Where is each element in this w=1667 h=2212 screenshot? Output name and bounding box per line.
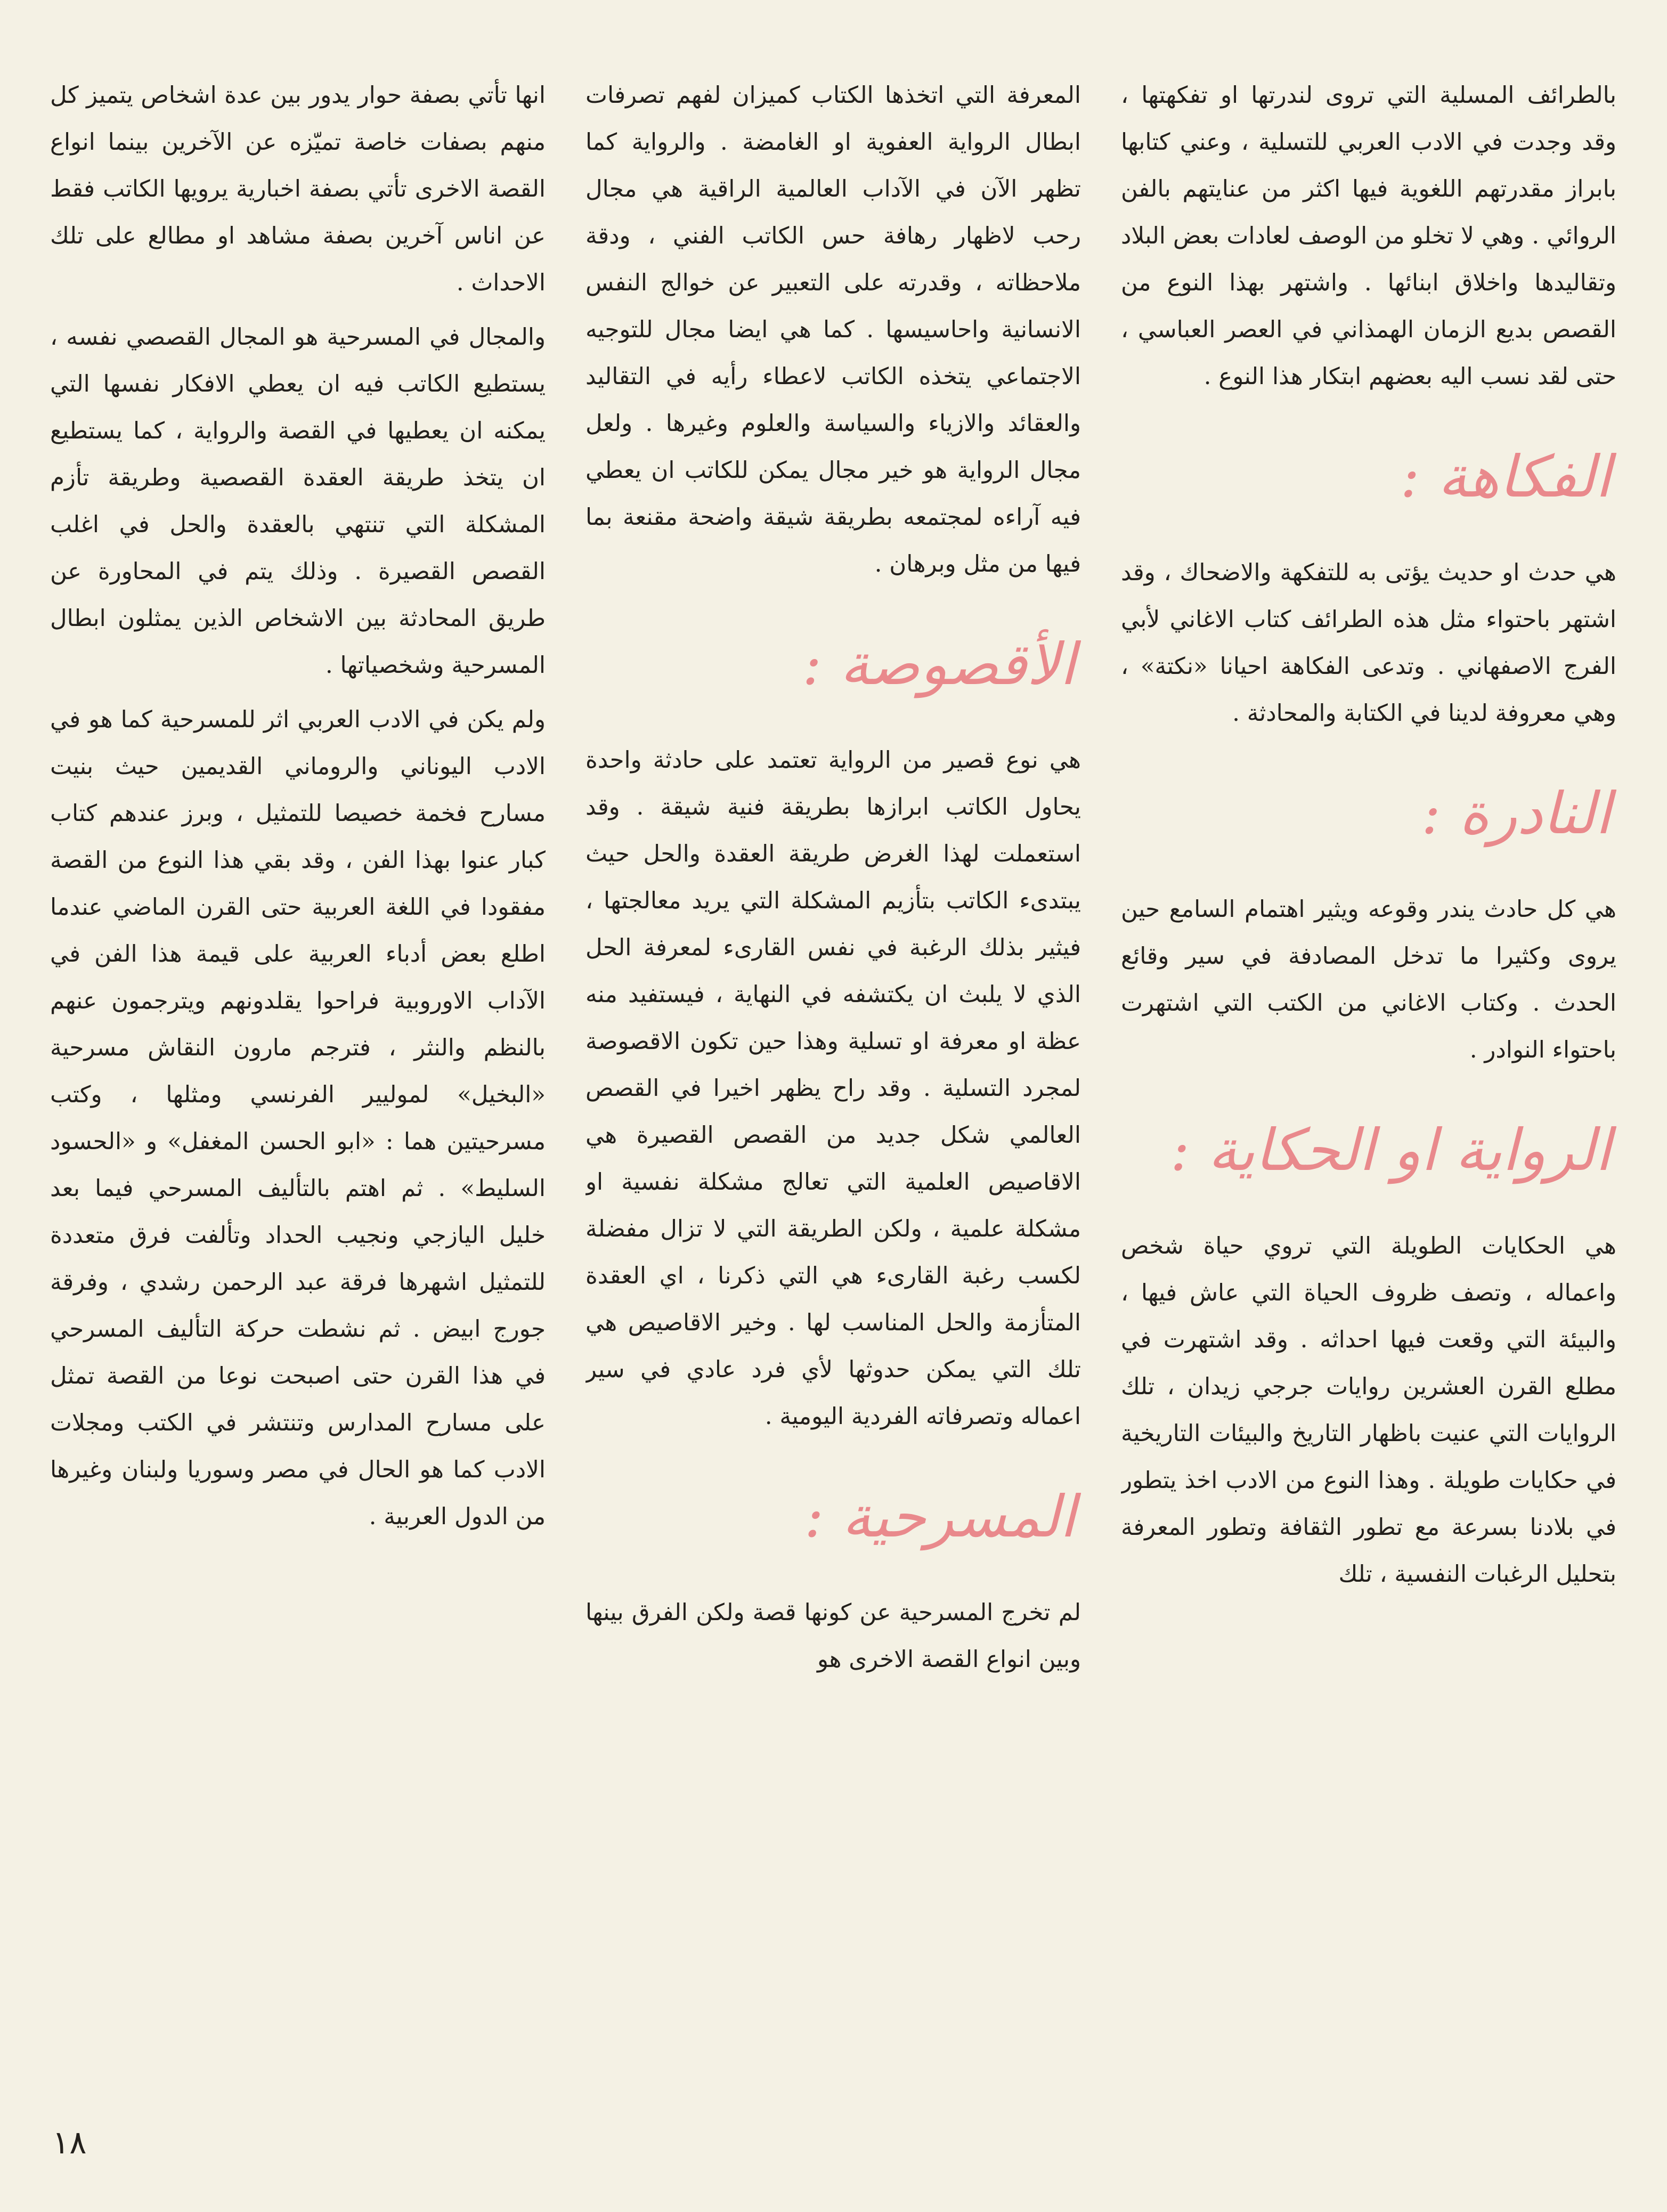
left-column <box>50 72 546 2134</box>
left-paragraph-1: انها تأتي بصفة حوار يدور بين عدة اشخاص يتميز كل منهم بصفات خاصة تميّزه عن الآخرين بينما انواع القصة الاخرى تأتي بصفة اخبارية يرويها الكاتب فقط عن اناس آخرين بصفة مشاهد او مطالع على تلك الاحداث . <box>50 82 546 296</box>
heading-uqsusa: الأقصوصة : <box>802 631 1076 698</box>
right-intro-paragraph: بالطرائف المسلية التي تروى لندرتها او تفكهتها ، وقد وجدت في الادب العربي للتسلية ، وعني كتابها بابراز مقدرتهم اللغوية فيها اكثر من عنايتهم بالفن الروائي . وهي لا تخلو من الوصف لعادات بعض البلاد وتقاليدها واخلاق ابنائها . واشتهر بهذا النوع من القصص بديع الزمان الهمذاني في العصر العباسي ، حتى لقد نسب اليه بعضهم ابتكار هذا النوع . <box>1121 82 1616 390</box>
heading-fukaha: الفكاهة : <box>1400 444 1611 510</box>
left-paragraph-2: والمجال في المسرحية هو المجال القصصي نفسه ، يستطيع الكاتب فيه ان يعطي الافكار نفسها التي يمكنه ان يعطيها في القصة والرواية ، كما يستطيع ان يتخذ طريقة العقدة القصصية وطريقة تأزم المشكلة التي تنتهي بالعقدة والحل في اغلب القصص القصيرة . وذلك يتم في المحاورة عن طريق المحادثة بين الاشخاص الذين يمثلون ابطال المسرحية وشخصياتها . <box>50 324 546 679</box>
middle-intro-paragraph: المعرفة التي اتخذها الكتاب كميزان لفهم تصرفات ابطال الرواية العفوية او الغامضة . والرواية كما تظهر الآن في الآداب العالمية الراقية هي مجال رحب لاظهار رهافة حس الكاتب الفني ، ودقة ملاحظاته ، وقدرته على التعبير عن خوالج النفس الانسانية واحاسيسها . كما هي ايضا مجال للتوجيه الاجتماعي يتخذه الكاتب لاعطاء رأيه في التقاليد والعقائد والازياء والسياسة والعلوم وغيرها . ولعل مجال الرواية هو خير مجال يمكن للكاتب ان يعطي فيه آراءه لمجتمعه بطريقة شيقة واضحة مقنعة بما فيها من مثل وبرهان . <box>586 82 1081 578</box>
heading-masrahiya: المسرحية : <box>804 1484 1076 1550</box>
uqsusa-paragraph: هي نوع قصير من الرواية تعتمد على حادثة واحدة يحاول الكاتب ابرازها بطريقة فنية شيقة . وقد استعملت لهذا الغرض طريقة العقدة والحل حيث يبتدىء الكاتب بتأزيم المشكلة التي يريد معالجتها ، فيثير بذلك الرغبة في نفس القارىء لمعرفة الحل الذي لا يلبث ان يكتشفه في النهاية ، فيستفيد منه عظة او معرفة او تسلية وهذا حين تكون الاقصوصة لمجرد التسلية . وقد راح يظهر اخيرا في القصص العالمي شكل جديد من القصص القصيرة هي الاقاصيص العلمية التي تعالج مشكلة نفسية او مشكلة علمية ، ولكن الطريقة التي لا تزال مفضلة لكسب رغبة القارىء هي التي ذكرنا ، اي العقدة المتأزمة والحل المناسب لها . وخير الاقاصيص هي تلك التي يمكن حدوثها لأي فرد عادي في سير اعماله وتصرفاته الفردية اليومية . <box>586 747 1081 1430</box>
left-paragraph-3: ولم يكن في الادب العربي اثر للمسرحية كما هو في الادب اليوناني والروماني القديمين حيث بنيت مسارح فخمة خصيصا للتمثيل ، وبرز عندهم كتاب كبار عنوا بهذا الفن ، وقد بقي هذا النوع من القصة مفقودا في اللغة العربية حتى القرن الماضي عندما اطلع بعض أدباء العربية على قيمة هذا الفن في الآداب الاوروبية فراحوا يقلدونهم ويترجمون عنهم بالنظم والنثر ، فترجم مارون النقاش مسرحية «البخيل» لموليير الفرنسي ومثلها ، وكتب مسرحيتين هما : «ابو الحسن المغفل» و «الحسود السليط» . ثم اهتم بالتأليف المسرحي فيما بعد خليل اليازجي ونجيب الحداد وتألفت فرق متعددة للتمثيل اشهرها فرقة عبد الرحمن رشدي ، وفرقة جورج ابيض . ثم نشطت حركة التأليف المسرحي في هذا القرن حتى اصبحت نوعا من القصة تمثل على مسارح المدارس وتنتشر في الكتب ومجلات الادب كما هو الحال في مصر وسوريا ولبنان وغيرها من الدول العربية . <box>50 706 546 1530</box>
riwaya-paragraph: هي الحكايات الطويلة التي تروي حياة شخص واعماله ، وتصف ظروف الحياة التي عاش فيها ، والبيئة التي وقعت فيها احداثه . وقد اشتهرت في مطلع القرن العشرين روايات جرجي زيدان ، تلك الروايات التي عنيت باظهار التاريخ والبيئات التاريخية في حكايات طويلة . وهذا النوع من الادب اخذ يتطور في بلادنا بسرعة مع تطور الثقافة وتطور المعرفة بتحليل الرغبات النفسية ، تلك <box>1121 1233 1616 1588</box>
page-number: ١٨ <box>52 2124 87 2161</box>
heading-nadira: النادرة : <box>1421 780 1611 847</box>
masrahiya-paragraph: لم تخرج المسرحية عن كونها قصة ولكن الفرق بينها وبين انواع القصة الاخرى هو <box>586 1599 1081 1673</box>
heading-riwaya: الرواية او الحكاية : <box>1170 1117 1611 1184</box>
right-column <box>1121 72 1616 2134</box>
nadira-paragraph: هي كل حادث يندر وقوعه ويثير اهتمام السامع حين يروى وكثيرا ما تدخل المصادفة في سير وقائع الحدث . وكتاب الاغاني من الكتب التي اشتهرت باحتواء النوادر . <box>1121 896 1616 1063</box>
middle-column <box>586 72 1081 2134</box>
fukaha-paragraph: هي حدث او حديث يؤتى به للتفكهة والاضحاك ، وقد اشتهر باحتواء مثل هذه الطرائف كتاب الاغاني لأبي الفرج الاصفهاني . وتدعى الفكاهة احيانا «نكتة» ، وهي معروفة لدينا في الكتابة والمحادثة . <box>1121 559 1616 727</box>
